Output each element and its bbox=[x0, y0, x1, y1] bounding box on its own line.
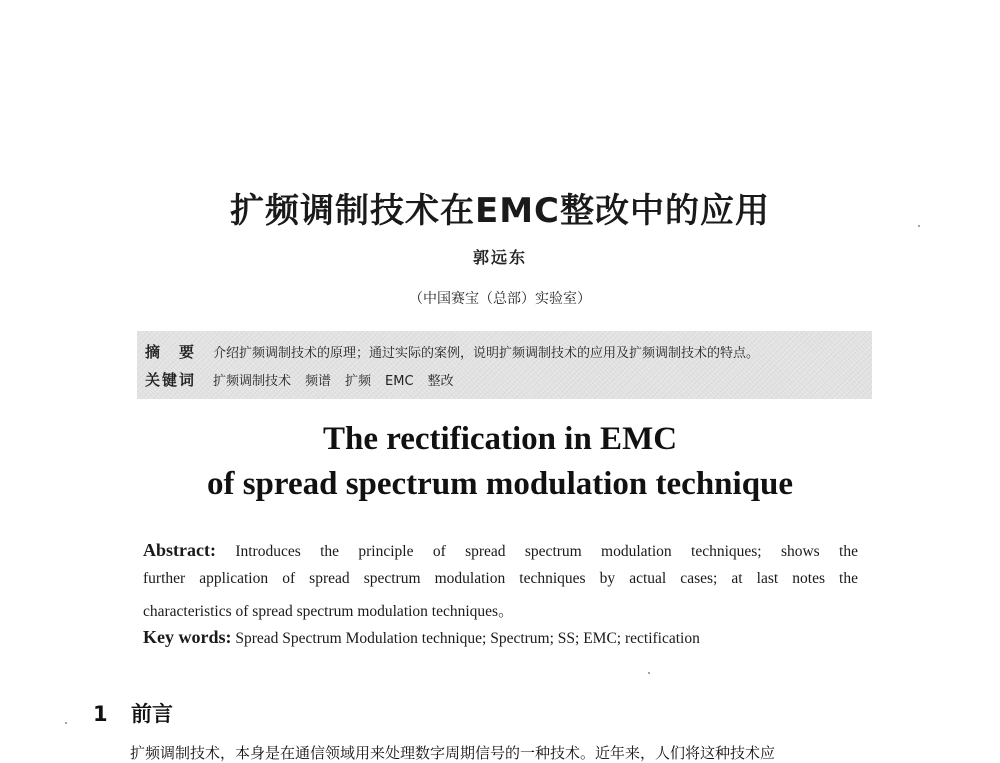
chinese-abstract-label: 摘 要 bbox=[145, 343, 197, 361]
chinese-keyword: 整改 bbox=[427, 374, 454, 389]
english-keywords bbox=[143, 627, 858, 648]
chinese-keyword: 扩频调制技术 bbox=[213, 374, 292, 389]
chinese-keyword: 扩频 bbox=[345, 374, 372, 389]
scan-speck bbox=[648, 672, 650, 674]
chinese-title: 扩频调制技术在EMC整改中的应用 bbox=[229, 191, 770, 231]
section-number: 1 bbox=[93, 702, 108, 726]
body-paragraph-line: 扩频调制技术，本身是在通信领域用来处理数字周期信号的一种技术。近年来，人们将这种技术应 bbox=[130, 744, 776, 762]
english-abstract-line-1 bbox=[143, 540, 858, 561]
chinese-abstract-text: 介绍扩频调制技术的原理；通过实际的案例，说明扩频调制技术的应用及扩频调制技术的特点。 bbox=[213, 346, 760, 361]
chinese-keyword: EMC bbox=[385, 374, 414, 389]
author-name: 郭远东 bbox=[472, 248, 527, 267]
english-title-line-2: of spread spectrum modulation technique bbox=[206, 466, 794, 502]
chinese-keywords bbox=[145, 369, 468, 390]
english-keywords-label: Key words: bbox=[143, 627, 232, 647]
chinese-keywords-label: 关键词 bbox=[145, 371, 197, 389]
english-abstract-label: Abstract: bbox=[143, 540, 216, 560]
english-abstract-text-1: Introduces the principle of spread spectrum modulation techniques; shows the bbox=[235, 543, 858, 560]
chinese-abstract-box bbox=[137, 331, 872, 399]
affiliation: （中国赛宝（总部）实验室） bbox=[409, 291, 591, 307]
chinese-keyword: 频谱 bbox=[305, 374, 332, 389]
english-keywords-text: Spread Spectrum Modulation technique; Spectrum; SS; EMC; rectification bbox=[235, 630, 700, 647]
english-abstract-line-3: characteristics of spread spectrum modulation techniques。 bbox=[143, 603, 514, 620]
section-heading bbox=[93, 698, 173, 728]
english-abstract-line-2: further application of spread spectrum modulation techniques by actual cases; at last notes the bbox=[143, 570, 858, 587]
chinese-abstract bbox=[145, 341, 759, 362]
section-title: 前言 bbox=[131, 702, 173, 726]
scan-speck bbox=[918, 225, 920, 227]
english-title-line-1: The rectification in EMC bbox=[322, 421, 678, 457]
scan-speck bbox=[65, 722, 67, 724]
